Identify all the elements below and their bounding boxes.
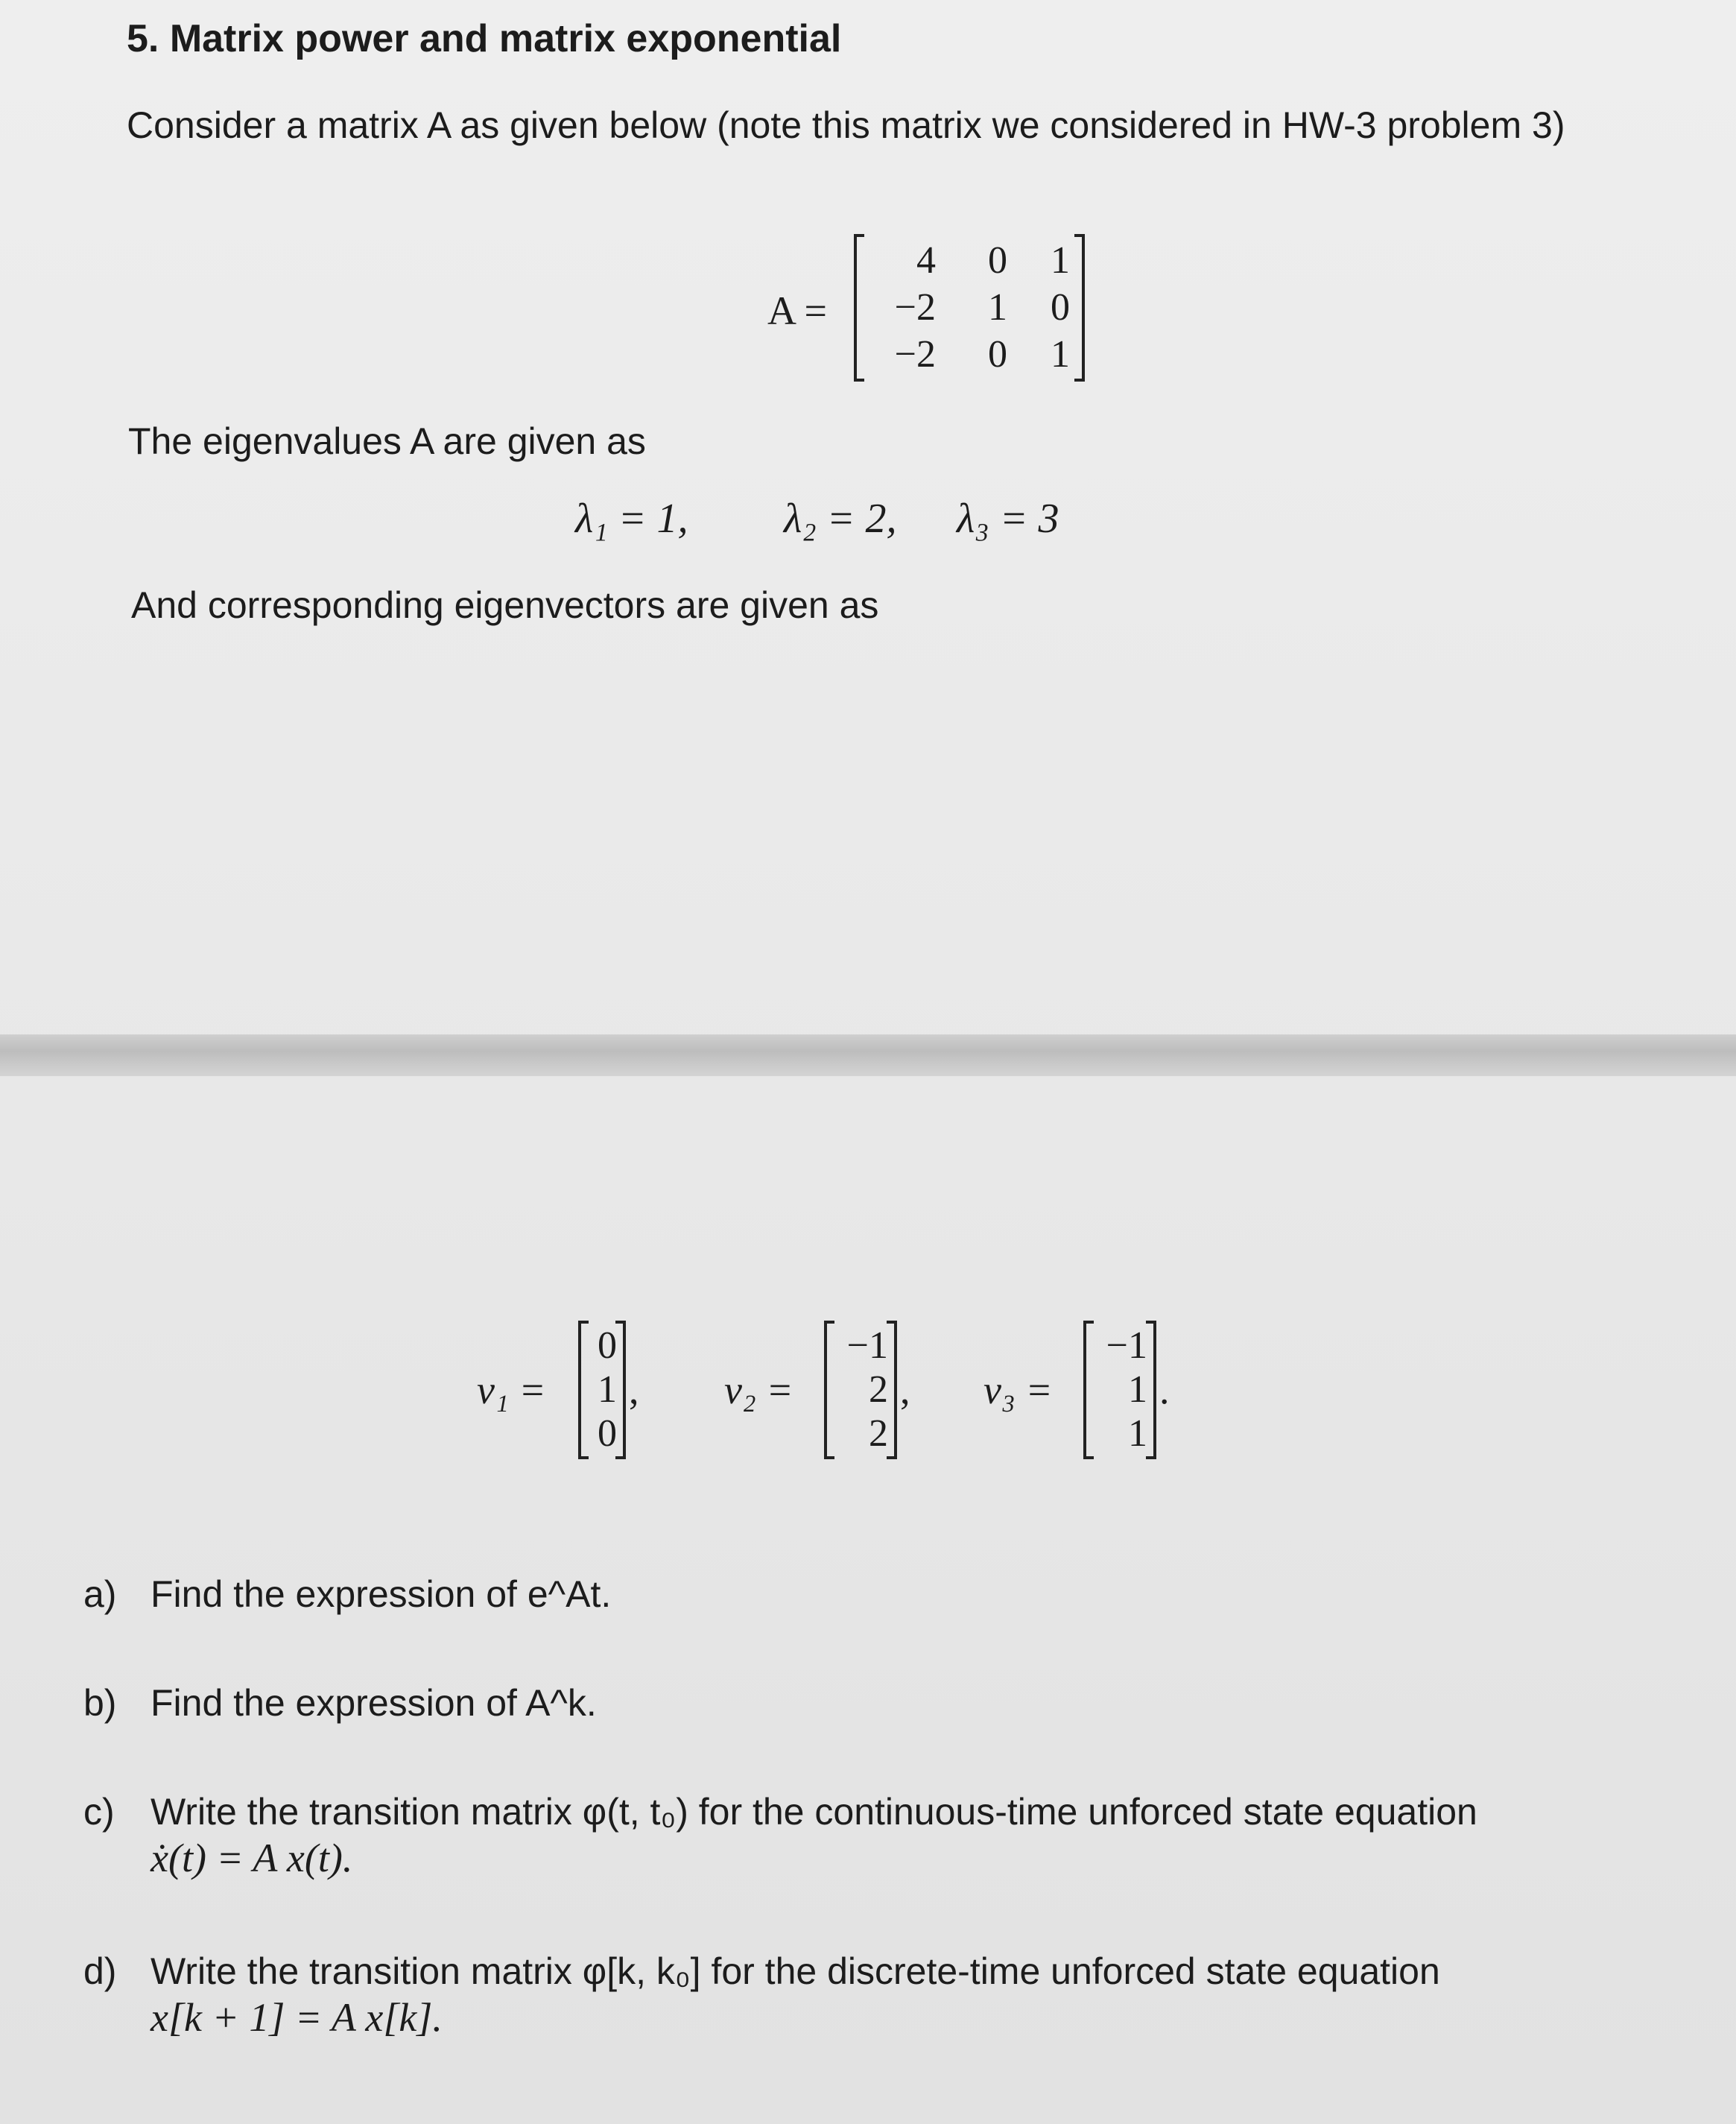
eigenvector-2-lhs: v₂ = — [724, 1368, 793, 1412]
eigenvector-cell: 2 — [869, 1412, 888, 1455]
eigenvector-cell: 2 — [869, 1368, 888, 1411]
problem-intro: Consider a matrix A as given below (note this matrix we considered in HW-3 problem 3) — [127, 104, 1565, 146]
eigenvector-cell: −1 — [1106, 1324, 1147, 1367]
question-c-equation: ẋ(t) = A x(t). — [151, 1836, 353, 1880]
eigenvector-1-lhs: v₁ = — [477, 1368, 546, 1412]
eigenvector-cell: 1 — [1128, 1412, 1147, 1455]
eigenvector-cell: −1 — [846, 1324, 888, 1367]
question-a-label: a) — [83, 1573, 117, 1615]
matrix-a-cell: 1 — [988, 286, 1007, 329]
eigenvalue-3: λ₃ = 3 — [957, 496, 1059, 542]
question-a — [83, 1571, 611, 1617]
eigenvector-3-grid — [1083, 1324, 1156, 1456]
matrix-a-cell: 0 — [988, 333, 1007, 376]
question-b-label: b) — [83, 1682, 117, 1724]
matrix-a-grid — [854, 237, 1085, 379]
question-d — [83, 1948, 1440, 2041]
eigenvector-3-trail: . — [1159, 1368, 1170, 1412]
eigenvector-2-grid — [824, 1324, 897, 1456]
matrix-a-cell: 1 — [1051, 239, 1070, 282]
question-d-text: Write the transition matrix φ[k, k₀] for the discrete-time unforced state equation — [151, 1950, 1440, 1992]
eigenvector-1-trail: , — [629, 1368, 639, 1412]
eigenvector-cell: 1 — [598, 1368, 617, 1411]
eigenvectors-intro: And corresponding eigenvectors are given as — [131, 584, 879, 626]
question-a-text: Find the expression of e^At. — [151, 1573, 612, 1615]
matrix-a-cell: 0 — [1051, 286, 1070, 329]
question-b — [83, 1680, 597, 1726]
eigenvector-cell: 1 — [1128, 1368, 1147, 1411]
question-d-equation: x[k + 1] = A x[k]. — [151, 1995, 443, 2040]
eigenvector-cell: 0 — [598, 1324, 617, 1367]
question-c — [83, 1789, 1477, 1881]
matrix-a-cell: 1 — [1051, 333, 1070, 376]
matrix-a-cell: −2 — [894, 333, 936, 376]
page-fold-divider — [0, 1034, 1736, 1076]
problem-heading: 5. Matrix power and matrix exponential — [127, 17, 842, 60]
question-c-text: Write the transition matrix φ(t, t₀) for the continuous-time unforced state equation — [151, 1791, 1477, 1833]
question-c-label: c) — [83, 1791, 115, 1833]
eigenvector-1-grid — [578, 1324, 626, 1456]
matrix-a-lhs: A = — [767, 288, 827, 333]
question-b-text: Find the expression of A^k. — [151, 1682, 597, 1724]
question-d-label: d) — [83, 1950, 117, 1992]
eigenvector-2-trail: , — [900, 1368, 910, 1412]
matrix-a-cell: 4 — [916, 239, 936, 282]
eigenvalue-1: λ₁ = 1, — [575, 496, 688, 542]
matrix-a-cell: −2 — [894, 286, 936, 329]
eigenvector-cell: 0 — [598, 1412, 617, 1455]
eigenvalue-2: λ₂ = 2, — [784, 496, 897, 542]
eigenvalues-intro: The eigenvalues A are given as — [128, 420, 646, 462]
eigenvector-3-lhs: v₃ = — [983, 1368, 1053, 1412]
matrix-a-cell: 0 — [988, 239, 1007, 282]
